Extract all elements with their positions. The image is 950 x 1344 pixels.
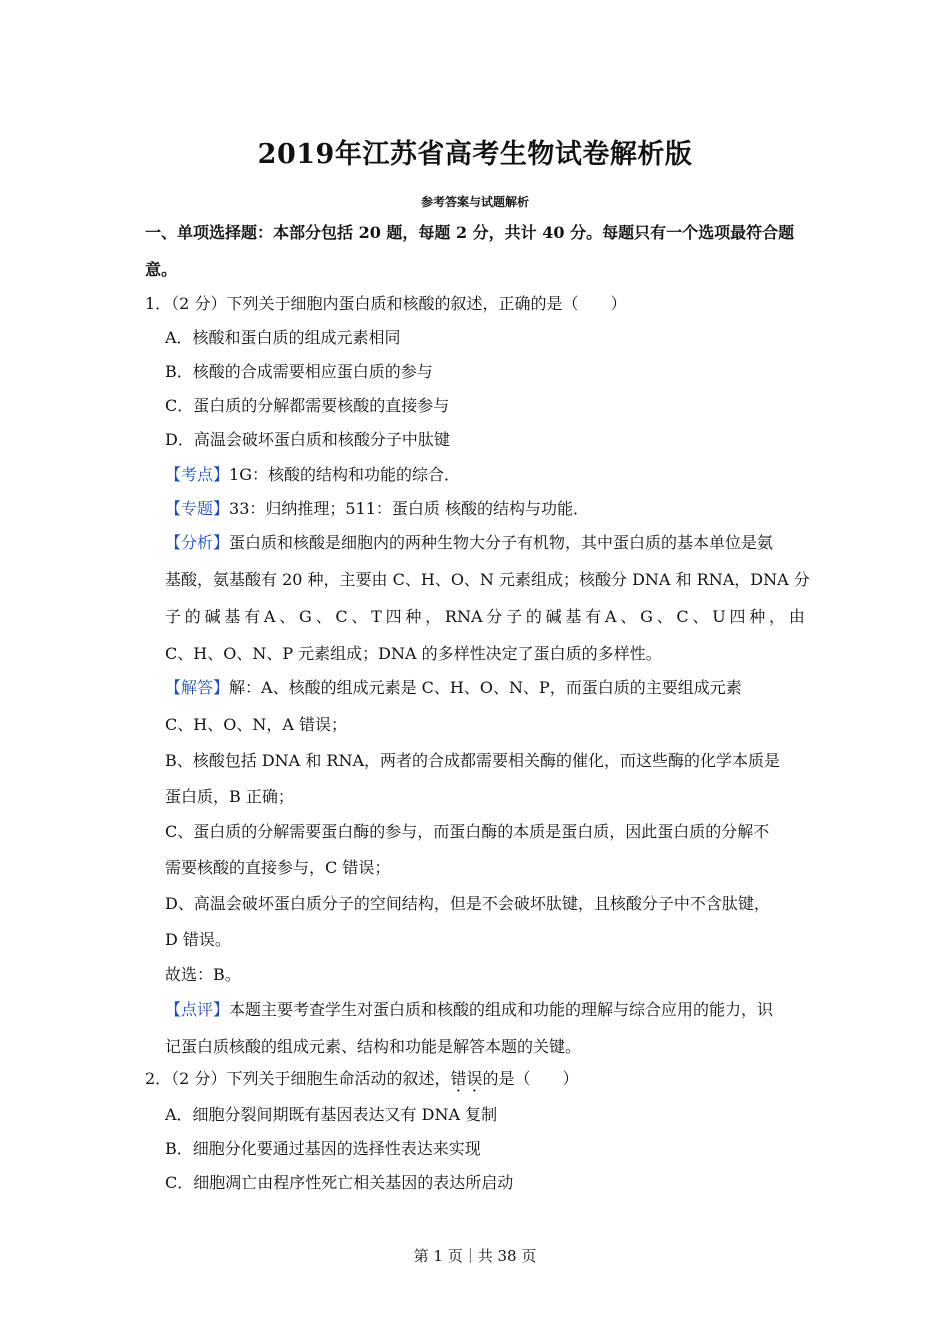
jieda-line-1: [165, 677, 742, 699]
fenxi-line-3-part: 有: [585, 607, 602, 626]
fenxi-line-1: [165, 532, 773, 554]
dianping-tag: 【点评】: [165, 1000, 230, 1019]
page-subtitle: 参考答案与试题解析: [420, 195, 529, 209]
jieda-line-6: 需要核酸的直接参与，C 错误；: [165, 858, 391, 877]
fenxi-text-1: 蛋白质和核酸是细胞内的两种生物大分子有机物，其中蛋白质的基本单位是氨: [229, 533, 774, 552]
fenxi-line-3-part: 由: [788, 607, 805, 626]
fenxi-line-3-part: ，: [769, 607, 786, 626]
fenxi-line-3-part: RNA: [444, 607, 483, 626]
fenxi-line-3-part: 、: [351, 607, 368, 626]
fenxi-line-3-part: 、: [692, 607, 709, 626]
fenxi-line-3-part: 基: [565, 607, 582, 626]
fenxi-line-3-part: 子: [165, 607, 182, 626]
fenxi-line-3-part: C: [676, 607, 689, 626]
question-2-option-c: C．细胞凋亡由程序性死亡相关基因的表达所启动: [165, 1173, 514, 1192]
jieda-text-1: 解：A、核酸的组成元素是 C、H、O、N、P，而蛋白质的主要组成元素: [229, 678, 742, 697]
jieda-line-5: C、蛋白质的分解需要蛋白酶的参与，而蛋白酶的本质是蛋白质，因此蛋白质的分解不: [165, 822, 770, 841]
fenxi-line-3-part: T: [371, 607, 382, 626]
jieda-line-3: B、核酸包括 DNA 和 RNA，两者的合成都需要相关酶的催化，而这些酶的化学本质是: [165, 751, 781, 770]
jieda-line-4: 蛋白质，B 正确；: [165, 787, 294, 806]
zhuanti-line: [165, 498, 589, 520]
fenxi-line-3-part: 、: [315, 607, 332, 626]
dianping-text-1: 本题主要考查学生对蛋白质和核酸的组成和功能的理解与综合应用的能力，识: [229, 1000, 774, 1019]
fenxi-line-4: C、H、O、N、P 元素组成；DNA 的多样性决定了蛋白质的多样性。: [165, 644, 662, 663]
fenxi-line-3-part: U: [712, 607, 726, 626]
fenxi-line-3-part: 种: [749, 607, 766, 626]
fenxi-line-3-part: 、: [656, 607, 673, 626]
jieda-line-2: C、H、O、N，A 错误；: [165, 715, 347, 734]
question-2-option-a: A．细胞分裂间期既有基因表达又有 DNA 复制: [165, 1105, 498, 1124]
question-1-option-c: C．蛋白质的分解都需要核酸的直接参与: [165, 396, 450, 415]
question-2-option-b: B．细胞分化要通过基因的选择性表达来实现: [165, 1139, 481, 1158]
fenxi-line-3-part: 四: [729, 607, 746, 626]
fenxi-line-3-part: 四: [385, 607, 402, 626]
page-footer: 第 1 页｜共 38 页: [413, 1247, 537, 1265]
fenxi-line-3-part: C: [335, 607, 348, 626]
question-2-stem-before: 2．（2 分）下列关于细胞生命活动的叙述，: [145, 1069, 451, 1088]
question-2-stem-after: 的是（ ）: [482, 1069, 579, 1088]
dianping-line-2: 记蛋白质核酸的组成元素、结构和功能是解答本题的关键。: [165, 1037, 582, 1056]
fenxi-line-3-part: 、: [620, 607, 637, 626]
question-2-emphasis-2: 误: [466, 1069, 483, 1088]
zhuanti-tag: 【专题】: [165, 499, 230, 518]
section-heading-line-1: 一、单项选择题：本部分包括 20 题，每题 2 分，共计 40 分。每题只有一个选项最符合题: [145, 223, 795, 242]
kaodian-line: [165, 464, 460, 486]
kaodian-text: 1G：核酸的结构和功能的综合．: [229, 465, 460, 484]
section-heading-line-2: 意。: [145, 260, 178, 279]
fenxi-line-3-part: 的: [184, 607, 201, 626]
answer-line: 故选：B。: [165, 965, 241, 984]
question-1-stem: 1．（2 分）下列关于细胞内蛋白质和核酸的叙述，正确的是（ ）: [145, 294, 627, 313]
fenxi-line-3-part: G: [299, 607, 312, 626]
fenxi-tag: 【分析】: [165, 533, 230, 552]
page-title: 2019年江苏省高考生物试卷解析版: [257, 139, 693, 170]
fenxi-line-3-part: A: [263, 607, 276, 626]
fenxi-line-3-part: G: [640, 607, 653, 626]
fenxi-line-3-part: ，: [425, 607, 442, 626]
fenxi-line-3-part: 碱: [204, 607, 221, 626]
question-2-emphasis-1: 错: [450, 1069, 467, 1088]
question-2-stem: [145, 1068, 579, 1090]
zhuanti-text: 33：归纳推理；511：蛋白质 核酸的结构与功能．: [229, 499, 590, 518]
jieda-line-7: D、高温会破坏蛋白质分子的空间结构，但是不会破坏肽键，且核酸分子中不含肽键，: [165, 894, 770, 913]
fenxi-line-3: [165, 606, 805, 628]
fenxi-line-3-part: 碱: [545, 607, 562, 626]
fenxi-line-2: 基酸，氨基酸有 20 种，主要由 C、H、O、N 元素组成；核酸分 DNA 和 RNA，DNA 分: [165, 570, 810, 589]
question-1-option-b: B．核酸的合成需要相应蛋白质的参与: [165, 362, 433, 381]
jieda-line-8: D 错误。: [165, 930, 231, 949]
fenxi-line-3-part: 有: [244, 607, 261, 626]
fenxi-line-3-part: 基: [224, 607, 241, 626]
question-1-option-d: D．高温会破坏蛋白质和核酸分子中肽键: [165, 430, 450, 449]
fenxi-line-3-part: A: [604, 607, 617, 626]
dianping-line-1: [165, 999, 773, 1021]
fenxi-line-3-part: 分: [486, 607, 503, 626]
fenxi-line-3-part: 子: [506, 607, 523, 626]
fenxi-line-3-part: 种: [405, 607, 422, 626]
question-1-option-a: A．核酸和蛋白质的组成元素相同: [165, 328, 401, 347]
fenxi-line-3-part: 、: [279, 607, 296, 626]
fenxi-line-3-part: 的: [525, 607, 542, 626]
kaodian-tag: 【考点】: [165, 465, 230, 484]
jieda-tag: 【解答】: [165, 678, 230, 697]
